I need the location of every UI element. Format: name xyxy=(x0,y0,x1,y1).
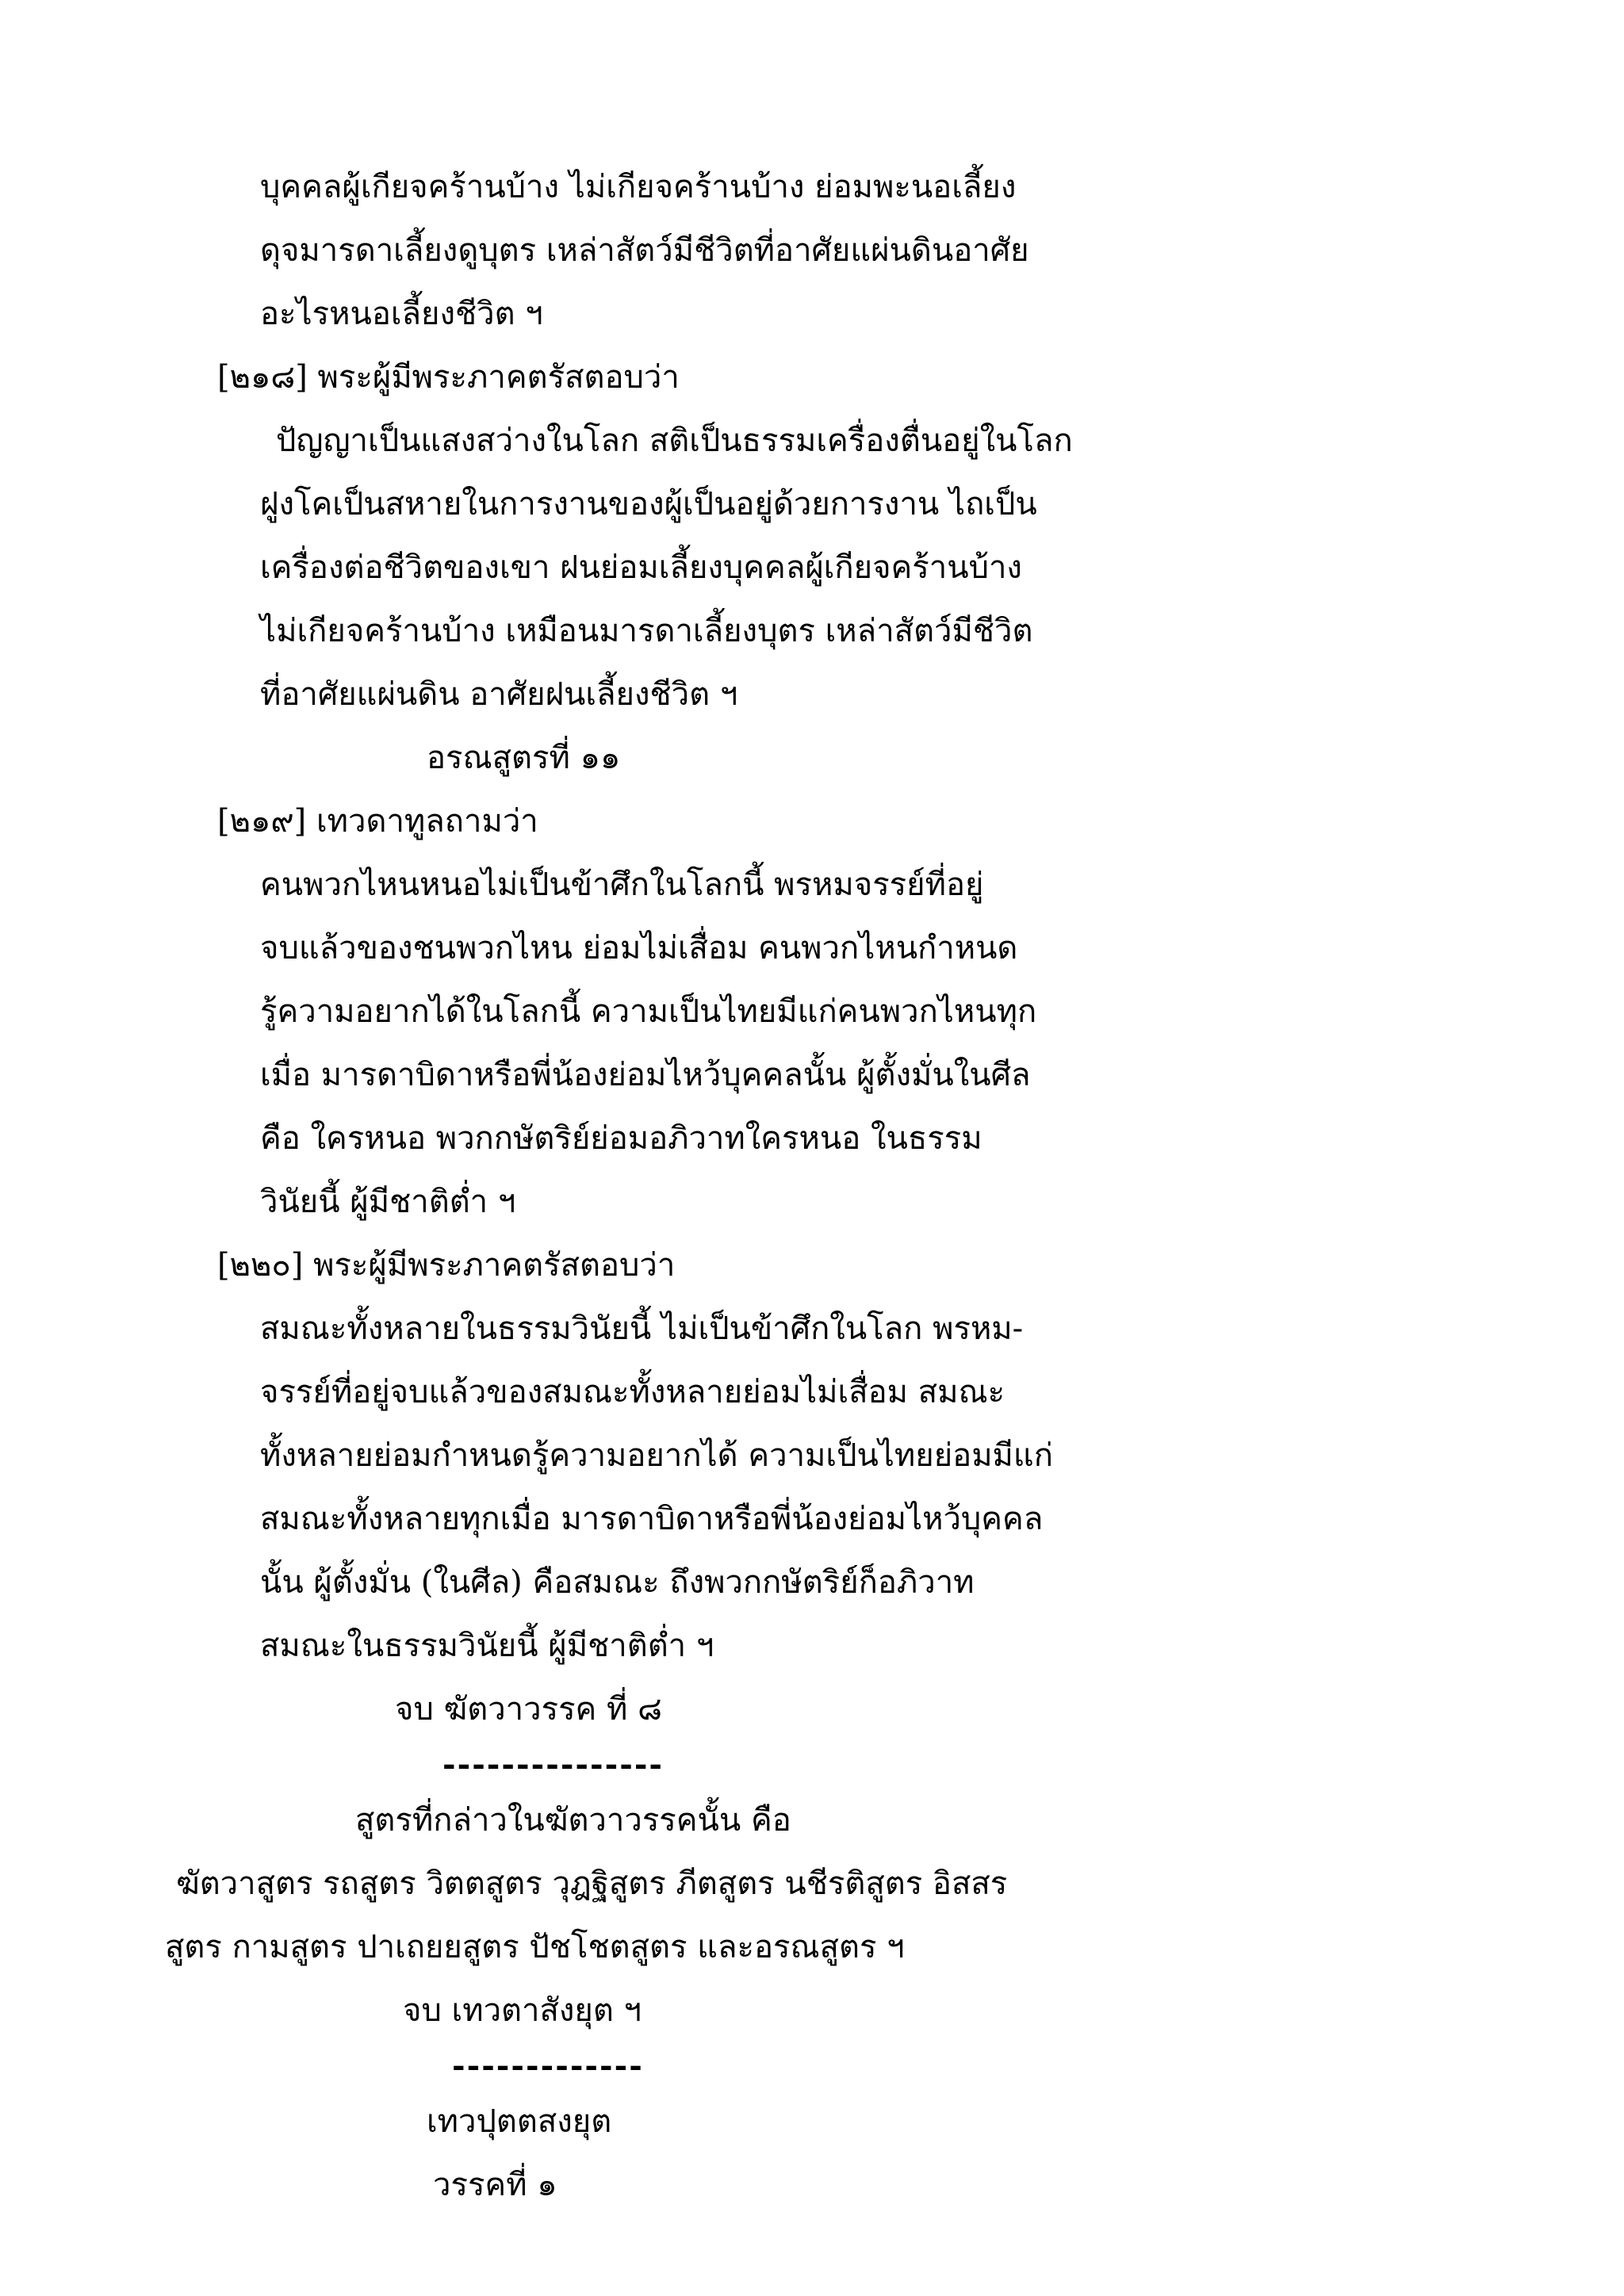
text-line: คนพวกไหนหนอไม่เป็นข้าศึกในโลกนี้ พรหมจรรย์ที่อยู่ xyxy=(260,867,984,903)
vagga-end-label: จบ ฆัตวาวรรค ที่ ๘ xyxy=(395,1691,662,1728)
text-line: เมื่อ มารดาบิดาหรือพี่น้องย่อมไหว้บุคคลนั้น ผู้ตั้งมั่นในศีล xyxy=(260,1057,1031,1093)
verse-heading: [๒๑๙] เทวดาทูลถามว่า xyxy=(217,803,538,840)
text-line: สมณะทั้งหลายในธรรมวินัยนี้ ไม่เป็นข้าศึกในโลก พรหม- xyxy=(260,1311,1024,1347)
text-line: นั้น ผู้ตั้งมั่น (ในศีล) คือสมณะ ถึงพวกกษัตริย์ก็อภิวาท xyxy=(260,1564,975,1601)
text-line: บุคคลผู้เกียจคร้านบ้าง ไม่เกียจคร้านบ้าง ย่อมพะนอเลี้ยง xyxy=(260,169,1017,205)
text-line: วินัยนี้ ผู้มีชาติต่ำ ฯ xyxy=(260,1184,516,1220)
text-line: รู้ความอยากได้ในโลกนี้ ความเป็นไทยมีแก่คนพวกไหนทุก xyxy=(260,993,1037,1030)
summary-title: สูตรที่กล่าวในฆัตวาวรรคนั้น คือ xyxy=(355,1802,791,1839)
text-line: อะไรหนอเลี้ยงชีวิต ฯ xyxy=(260,296,543,332)
text-line: สมณะทั้งหลายทุกเมื่อ มารดาบิดาหรือพี่น้องย่อมไหว้บุคคล xyxy=(260,1501,1044,1537)
text-line: สมณะในธรรมวินัยนี้ ผู้มีชาติต่ำ ฯ xyxy=(260,1628,714,1664)
text-line: ที่อาศัยแผ่นดิน อาศัยฝนเลี้ยงชีวิต ฯ xyxy=(260,676,738,713)
samyutta-end-label: จบ เทวตาสังยุต ฯ xyxy=(403,1992,642,2029)
text-line: ทั้งหลายย่อมกำหนดรู้ความอยากได้ ความเป็นไทยย่อมมีแก่ xyxy=(260,1437,1053,1474)
section-title: เทวปุตตสงยุต xyxy=(427,2103,612,2140)
text-line: ปัญญาเป็นแสงสว่างในโลก สติเป็นธรรมเครื่องตื่นอยู่ในโลก xyxy=(276,423,1073,459)
text-line: คือ ใครหนอ พวกกษัตริย์ย่อมอภิวาทใครหนอ ในธรรม xyxy=(260,1120,982,1157)
text-line: ดุจมารดาเลี้ยงดูบุตร เหล่าสัตว์มีชีวิตที่อาศัยแผ่นดินอาศัย xyxy=(260,232,1029,269)
vagga-label: วรรคที่ ๑ xyxy=(433,2167,557,2203)
summary-line: ฆัตวาสูตร รถสูตร วิตตสูตร วุฎฐิสูตร ภีตสูตร นชีรติสูตร อิสสร xyxy=(176,1866,1008,1902)
text-line: จรรย์ที่อยู่จบแล้วของสมณะทั้งหลายย่อมไม่เสื่อม สมณะ xyxy=(260,1374,1005,1410)
verse-heading: [๒๑๘] พระผู้มีพระภาคตรัสตอบว่า xyxy=(217,359,680,396)
text-line: ไม่เกียจคร้านบ้าง เหมือนมารดาเลี้ยงบุตร เหล่าสัตว์มีชีวิต xyxy=(260,613,1033,649)
verse-heading: [๒๒๐] พระผู้มีพระภาคตรัสตอบว่า xyxy=(217,1247,676,1284)
sutta-end-label: อรณสูตรที่ ๑๑ xyxy=(427,740,621,776)
text-line: ฝูงโคเป็นสหายในการงานของผู้เป็นอยู่ด้วยการงาน ไถเป็น xyxy=(260,486,1037,522)
section-divider: ------------- xyxy=(452,2047,644,2084)
summary-line: สูตร กามสูตร ปาเถยยสูตร ปัชโชตสูตร และอรณสูตร ฯ xyxy=(165,1929,905,1965)
text-line: จบแล้วของชนพวกไหน ย่อมไม่เสื่อม คนพวกไหนกำหนด xyxy=(260,930,1018,966)
text-line: เครื่องต่อชีวิตของเขา ฝนย่อมเลี้ยงบุคคลผู้เกียจคร้านบ้าง xyxy=(260,549,1022,586)
section-divider: --------------- xyxy=(442,1746,665,1783)
